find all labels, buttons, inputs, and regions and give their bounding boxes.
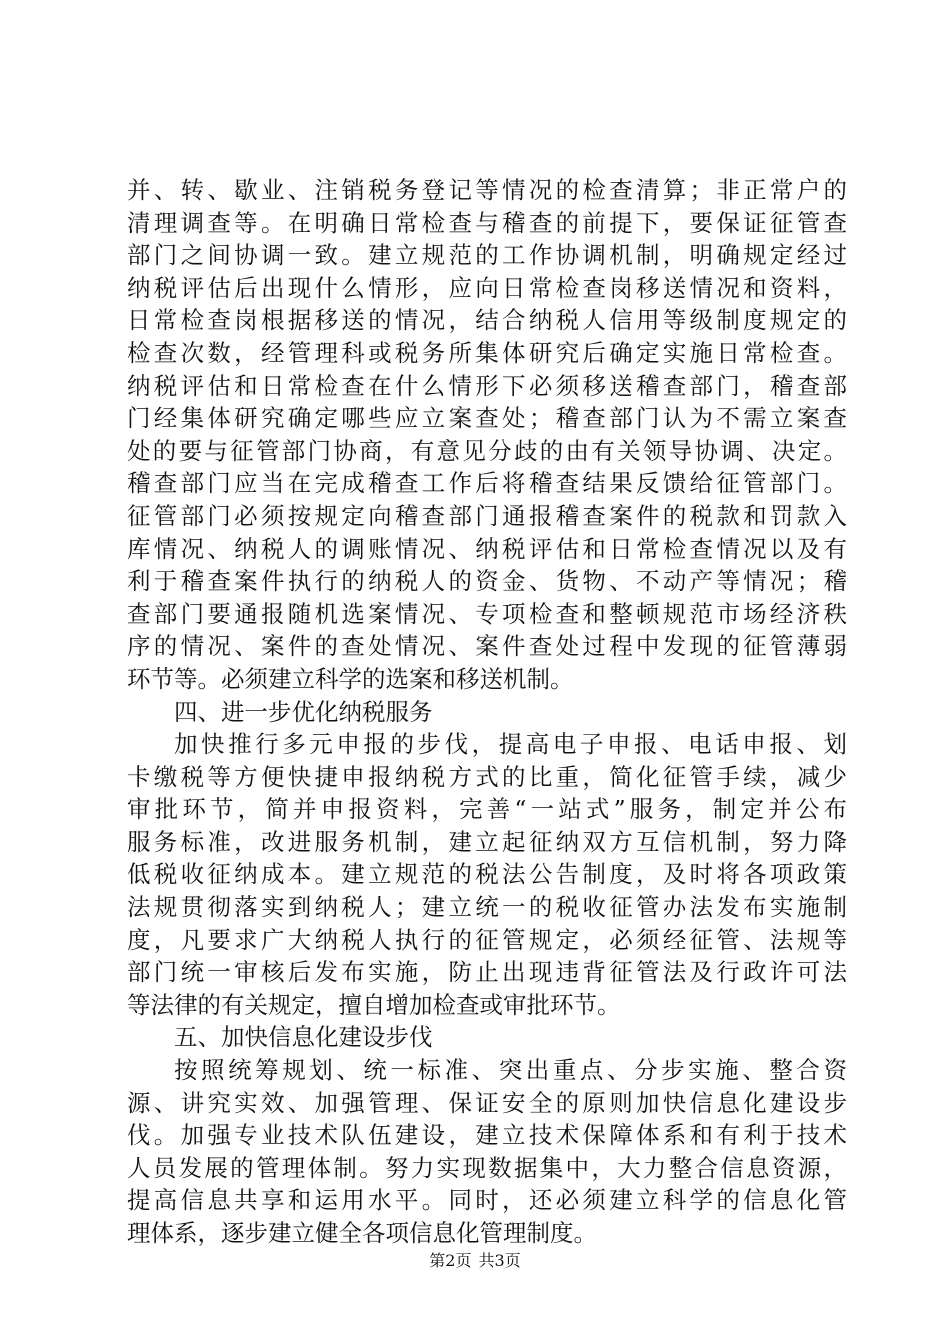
text-line: 征管部门必须按规定向稽查部门通报稽查案件的税款和罚款入 xyxy=(127,501,847,530)
text-line: 环节等。必须建立科学的选案和移送机制。 xyxy=(127,664,574,693)
text-line: 库情况、纳税人的调账情况、纳税评估和日常检查情况以及有 xyxy=(127,534,847,563)
text-line: 服务标准，改进服务机制，建立起征纳双方互信机制，努力降 xyxy=(127,827,847,856)
body-text xyxy=(127,174,847,1250)
text-line: 提高信息共享和运用水平。同时，还必须建立科学的信息化管 xyxy=(127,1186,847,1215)
text-line: 等法律的有关规定，擅自增加检查或审批环节。 xyxy=(127,990,621,1019)
text-line: 审批环节，简并申报资料，完善“一站式”服务，制定并公布 xyxy=(127,795,847,824)
text-line: 按照统筹规划、统一标准、突出重点、分步实施、整合资 xyxy=(174,1056,847,1085)
text-line: 序的情况、案件的查处情况、案件查处过程中发现的征管薄弱 xyxy=(127,632,847,661)
page-number-footer: 第2页 共3页 xyxy=(429,1251,521,1270)
text-line: 日常检查岗根据移送的情况，结合纳税人信用等级制度规定的 xyxy=(127,306,847,335)
text-line: 加快推行多元申报的步伐，提高电子申报、电话申报、划 xyxy=(174,730,847,759)
text-line: 人员发展的管理体制。努力实现数据集中，大力整合信息资源， xyxy=(127,1153,847,1182)
text-line: 源、讲究实效、加强管理、保证安全的原则加快信息化建设步 xyxy=(127,1088,847,1117)
text-line: 处的要与征管部门协商，有意见分歧的由有关领导协调、决定。 xyxy=(127,436,847,465)
text-line: 部门之间协调一致。建立规范的工作协调机制，明确规定经过 xyxy=(127,241,847,270)
text-line: 部门统一审核后发布实施，防止出现违背征管法及行政许可法 xyxy=(127,958,847,987)
text-line: 检查次数，经管理科或税务所集体研究后确定实施日常检查。 xyxy=(127,338,847,367)
text-line: 法规贯彻落实到纳税人；建立统一的税收征管办法发布实施制 xyxy=(127,893,847,922)
text-line: 理体系，逐步建立健全各项信息化管理制度。 xyxy=(127,1219,597,1247)
text-line: 纳税评估后出现什么情形，应向日常检查岗移送情况和资料， xyxy=(127,273,847,302)
text-line: 低税收征纳成本。建立规范的税法公告制度，及时将各项政策 xyxy=(127,860,847,889)
text-line: 并、转、歇业、注销税务登记等情况的检查清算；非正常户的 xyxy=(127,176,847,204)
text-line: 伐。加强专业技术队伍建设，建立技术保障体系和有利于技术 xyxy=(127,1121,847,1150)
text-line: 稽查部门应当在完成稽查工作后将稽查结果反馈给征管部门。 xyxy=(127,469,847,498)
text-line: 度，凡要求广大纳税人执行的征管规定，必须经征管、法规等 xyxy=(127,925,847,954)
text-line: 利于稽查案件执行的纳税人的资金、货物、不动产等情况；稽 xyxy=(127,567,847,596)
text-line: 纳税评估和日常检查在什么情形下必须移送稽查部门，稽查部 xyxy=(127,371,847,400)
text-line: 卡缴税等方便快捷申报纳税方式的比重，简化征管手续，减少 xyxy=(127,762,847,791)
section-heading: 五、加快信息化建设步伐 xyxy=(174,1023,433,1052)
text-line: 门经集体研究确定哪些应立案查处；稽查部门认为不需立案查 xyxy=(127,404,847,433)
text-line: 清理调查等。在明确日常检查与稽查的前提下，要保证征管查 xyxy=(127,208,847,237)
section-heading: 四、进一步优化纳税服务 xyxy=(174,697,433,726)
text-line: 查部门要通报随机选案情况、专项检查和整顿规范市场经济秩 xyxy=(127,599,847,628)
